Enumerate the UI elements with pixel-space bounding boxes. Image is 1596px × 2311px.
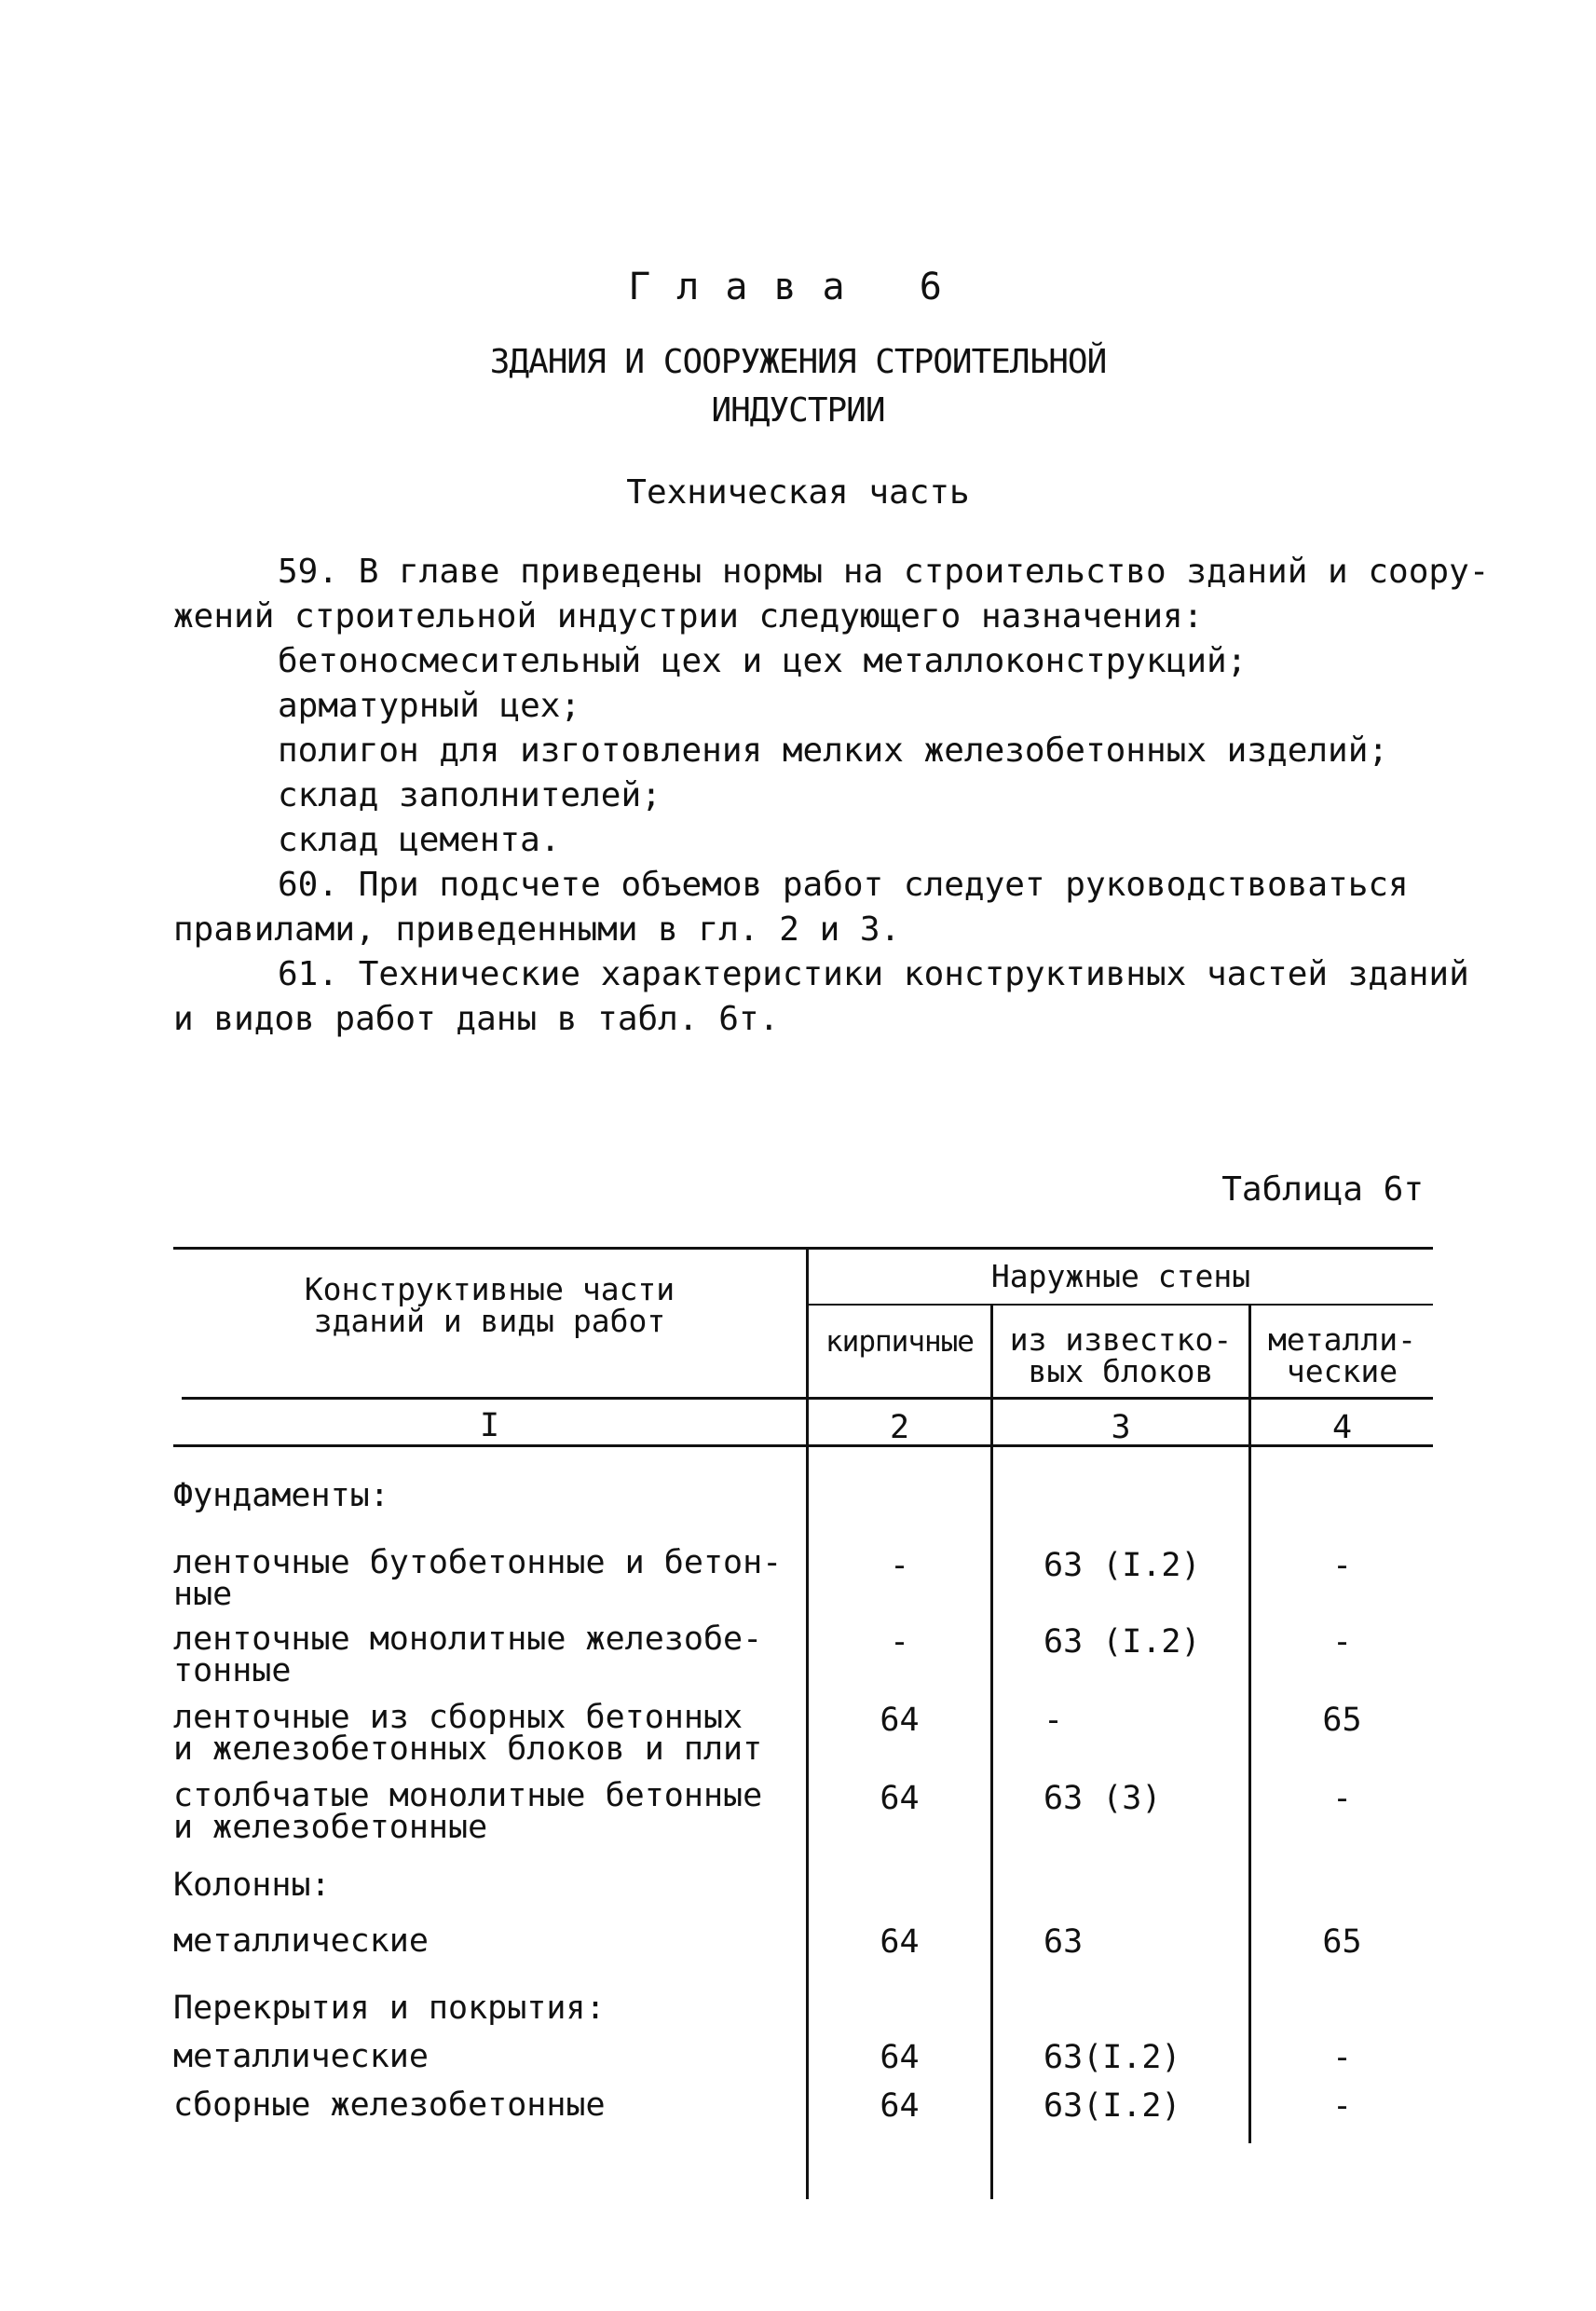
list-item-4: склад заполнителей; [278,776,662,814]
section-label-columns: Колонны: [173,1867,331,1904]
table-row-4-label-cont: и железобетонные [173,1809,488,1846]
table-caption: Таблица 6т [1221,1170,1424,1209]
table-row-4-label: столбчатые монолитные бетонные [173,1777,763,1814]
table-row-4-col3: 63 (3) [1044,1780,1162,1817]
table-row-3-col3: - [1044,1702,1064,1739]
column-number-1: I [479,1407,500,1444]
table-row-8-col2: 64 [880,2039,920,2076]
table-row-9-label: сборные железобетонные [173,2086,606,2124]
table-row-2-col2: - [889,1623,910,1661]
column-number-3: 3 [1111,1409,1131,1446]
section-label-floors-roofs: Перекрытия и покрытия: [173,1990,606,2027]
table-top-rule [173,1247,1433,1250]
table-row-4-col2: 64 [880,1780,920,1817]
header-group-outer-walls: Наружные стены [990,1258,1251,1294]
table-row-4-col4: - [1331,1780,1353,1817]
paragraph-59-line-1: 59. В главе приведены нормы на строительство зданий и соору- [278,553,1490,591]
header-col3-line-2: вых блоков [1028,1353,1214,1389]
header-col1-line-1: Конструктивные части [304,1271,675,1307]
table-row-6-col3: 63 [1044,1923,1084,1961]
table-row-1-label: ленточные бутобетонные и бетон- [173,1544,783,1581]
column-number-2: 2 [889,1409,910,1446]
paragraph-61-line-1: 61. Технические характеристики конструктивных частей зданий [278,955,1469,993]
paragraph-60-line-2: правилами, приведенными в гл. 2 и 3. [173,910,901,949]
table-row-1-col3: 63 (I.2) [1044,1547,1201,1584]
table-row-8-label: металлические [173,2038,429,2075]
list-item-2: арматурный цех; [278,687,581,725]
table-row-9-col3: 63(I.2) [1044,2087,1181,2125]
table-row-3-label-cont: и железобетонных блоков и плит [173,1730,763,1768]
paragraph-61-line-2: и видов работ даны в табл. 6т. [173,1000,780,1038]
paragraph-59-line-2: жений строительной индустрии следующего назначения: [173,597,1204,636]
table-row-2-col4: - [1331,1623,1353,1661]
table-row-6-col4: 65 [1322,1923,1362,1961]
chapter-title: Глава 6 [628,266,968,308]
table-row-2-col3: 63 (I.2) [1044,1623,1201,1661]
section-title-line-2: ИНДУСТРИИ [711,391,885,430]
column-number-4: 4 [1331,1409,1353,1446]
section-label-foundations: Фундаменты: [173,1477,389,1514]
table-row-1-label-cont: ные [173,1576,233,1613]
table-row-3-label: ленточные из сборных бетонных [173,1699,743,1736]
table-row-8-col3: 63(I.2) [1044,2039,1181,2076]
group-header-rule [807,1304,1433,1306]
table-row-1-col4: - [1331,1547,1353,1584]
table-row-3-col2: 64 [880,1702,920,1739]
header-col3-line-1: из известко- [1009,1321,1233,1358]
paragraph-60-line-1: 60. При подсчете объемов работ следует руководствоваться [278,866,1409,904]
list-item-5: склад цемента. [278,821,561,859]
table-row-8-col4: - [1331,2039,1353,2076]
table-row-9-col4: - [1331,2087,1353,2125]
table-row-6-col2: 64 [880,1923,920,1961]
table-row-6-label: металлические [173,1922,429,1960]
header-col1-line-2: зданий и виды работ [313,1303,666,1339]
header-col4-line-1: металли- [1268,1321,1416,1358]
table-row-9-col2: 64 [880,2087,920,2125]
header-col2: кирпичные [825,1325,974,1359]
header-col4-line-2: ческие [1286,1353,1398,1389]
section-title-line-1: ЗДАНИЯ И СООРУЖЕНИЯ СТРОИТЕЛЬНОЙ [489,343,1107,381]
table-row-3-col4: 65 [1322,1702,1362,1739]
subtitle: Техническая часть [626,473,970,512]
table-row-1-col2: - [889,1547,910,1584]
table-row-2-label: ленточные монолитные железобе- [173,1620,763,1658]
list-item-1: бетоносмесительный цех и цех металлоконструкций; [278,642,1248,680]
table-row-2-label-cont: тонные [173,1652,292,1689]
list-item-3: полигон для изготовления мелких железобетонных изделий; [278,732,1389,770]
